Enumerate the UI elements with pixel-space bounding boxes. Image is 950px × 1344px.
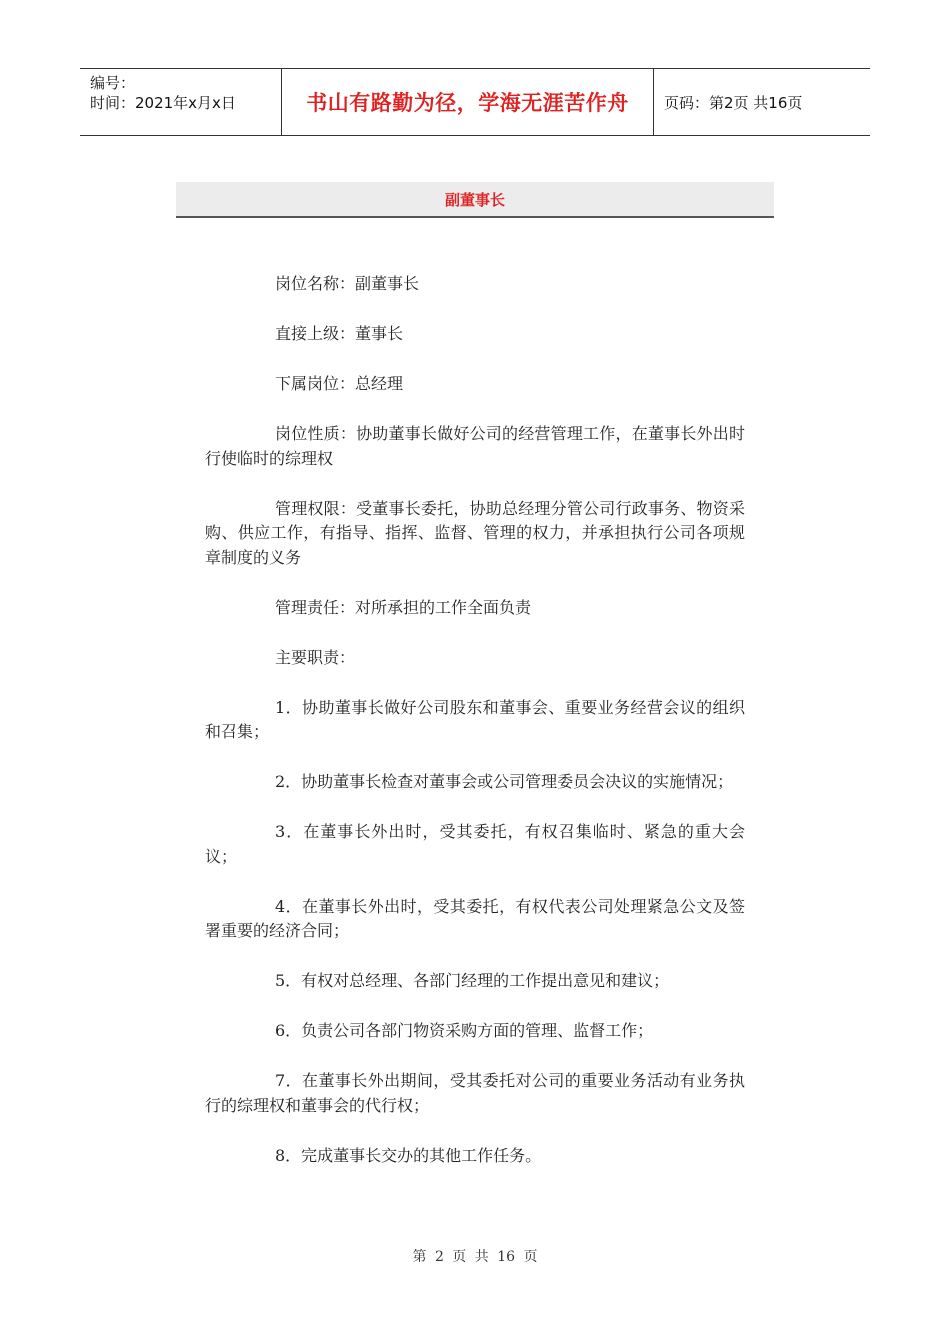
document-number-label: 编号：	[90, 74, 136, 92]
duty-item: 6．负责公司各部门物资采购方面的管理、监督工作；	[275, 1021, 654, 1040]
page-header	[80, 68, 870, 136]
duty-item: 3．在董事长外出时，受其委托，有权召集临时、紧急的重大会议；	[205, 822, 745, 866]
header-page-code: 页码：第2页 共16页	[664, 93, 803, 112]
document-title: 副董事长	[176, 182, 774, 218]
header-motto: 书山有路勤为径，学海无涯苦作舟	[282, 69, 654, 135]
header-meta-cell	[80, 69, 282, 135]
paragraph-position-nature: 岗位性质：协助董事长做好公司的经营管理工作，在董事长外出时行使临时的综理权	[205, 424, 745, 468]
duty-item: 2．协助董事长检查对董事会或公司管理委员会决议的实施情况；	[275, 772, 734, 791]
document-time-label: 时间：2021年x月x日	[90, 94, 236, 112]
document-body	[205, 272, 745, 1194]
page-footer: 第 2 页 共 16 页	[412, 1249, 538, 1265]
paragraph-subordinate: 下属岗位：总经理	[275, 374, 404, 393]
duty-item: 1．协助董事长做好公司股东和董事会、重要业务经营会议的组织和召集；	[205, 697, 745, 741]
duty-item: 5．有权对总经理、各部门经理的工作提出意见和建议；	[275, 971, 670, 990]
duty-item: 8．完成董事长交办的其他工作任务。	[275, 1145, 542, 1165]
paragraph-management-responsibility: 管理责任：对所承担的工作全面负责	[275, 597, 532, 617]
duty-item: 4．在董事长外出时，受其委托，有权代表公司处理紧急公文及签署重要的经济合同；	[205, 896, 745, 940]
paragraph-management-authority: 管理权限：受董事长委托，协助总经理分管公司行政事务、物资采购、供应工作，有指导、指挥、监督、管理的权力，并承担执行公司各项规章制度的义务	[205, 498, 745, 567]
paragraph-main-duties-heading: 主要职责：	[275, 647, 356, 667]
paragraph-direct-superior: 直接上级：董事长	[275, 324, 404, 343]
paragraph-position-name: 岗位名称：副董事长	[275, 274, 420, 293]
duty-item: 7．在董事长外出期间，受其委托对公司的重要业务活动有业务执行的综理权和董事会的代行权；	[205, 1071, 745, 1115]
